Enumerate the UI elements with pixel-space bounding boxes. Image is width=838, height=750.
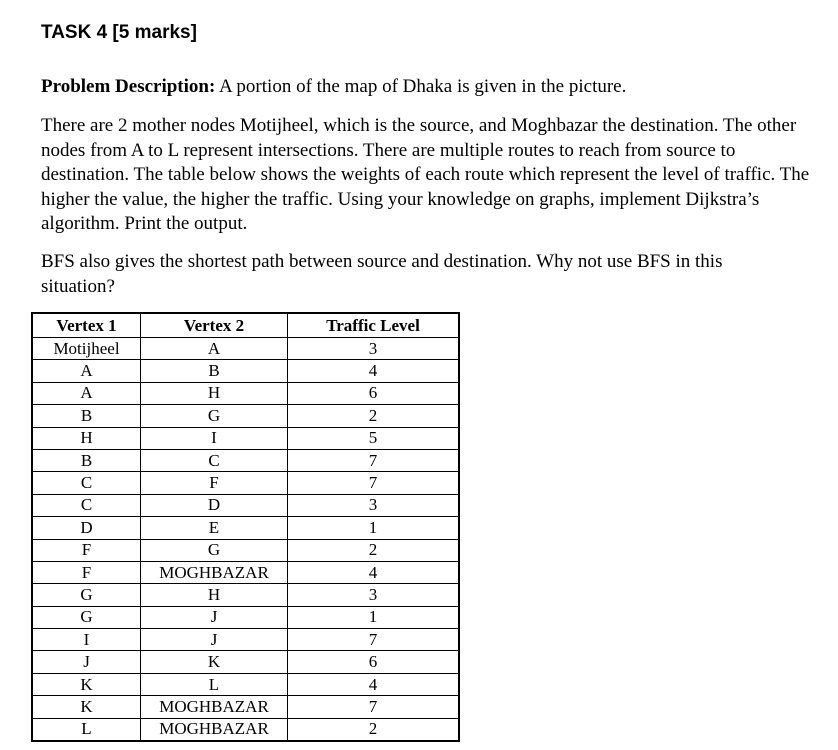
cell-traffic-level: 7 [288,472,460,494]
table-row [32,494,459,516]
cell-vertex-2: L [141,673,288,695]
table-row [32,584,459,606]
cell-vertex-1: B [32,405,141,427]
problem-description-label: Problem Description: [41,76,216,97]
task-instructions-paragraph: There are 2 mother nodes Motijheel, which is the source, and Moghbazar the destination. The other nodes from A to L represent intersections. There are multiple routes to reach from source to destination. The table below shows the weights of each route which represent the level of traffic. The higher the value, the higher the traffic. Using your knowledge on graphs, implement Dijkstra’s algorithm. Print the output. [41,115,810,234]
table-row [32,629,459,651]
table-header-row [32,313,459,338]
table-row [32,360,459,382]
cell-vertex-2: H [141,584,288,606]
cell-traffic-level: 4 [288,360,460,382]
cell-traffic-level: 2 [288,405,460,427]
cell-vertex-1: K [32,696,141,718]
table-row [32,517,459,539]
cell-vertex-2: D [141,494,288,516]
bfs-question-paragraph: BFS also gives the shortest path between source and destination. Why not use BFS in this situation? [41,251,723,297]
problem-description-text: A portion of the map of Dhaka is given in the picture. [215,76,627,97]
cell-vertex-1: F [32,539,141,561]
table-row [32,427,459,449]
cell-vertex-2: E [141,517,288,539]
cell-vertex-2: K [141,651,288,673]
table-row [32,405,459,427]
cell-traffic-level: 3 [288,494,460,516]
cell-traffic-level: 2 [288,718,460,741]
cell-traffic-level: 7 [288,629,460,651]
cell-vertex-2: C [141,449,288,471]
table-row [32,382,459,404]
task-title: TASK 4 [5 marks] [41,22,197,43]
cell-vertex-1: J [32,651,141,673]
cell-vertex-1: C [32,472,141,494]
cell-vertex-2: B [141,360,288,382]
header-traffic-level: Traffic Level [288,313,460,338]
cell-traffic-level: 7 [288,449,460,471]
cell-vertex-2: MOGHBAZAR [141,561,288,583]
cell-traffic-level: 3 [288,584,460,606]
cell-traffic-level: 7 [288,696,460,718]
cell-vertex-1: G [32,584,141,606]
cell-traffic-level: 6 [288,651,460,673]
problem-description [41,75,811,100]
table-row [32,539,459,561]
table-row [32,651,459,673]
header-vertex-2: Vertex 2 [141,313,288,338]
cell-vertex-1: F [32,561,141,583]
cell-vertex-2: A [141,338,288,360]
cell-vertex-1: I [32,629,141,651]
cell-vertex-2: H [141,382,288,404]
table-row [32,561,459,583]
cell-vertex-2: G [141,405,288,427]
table-row [32,606,459,628]
cell-traffic-level: 1 [288,606,460,628]
cell-vertex-1: A [32,360,141,382]
cell-vertex-2: J [141,629,288,651]
cell-traffic-level: 6 [288,382,460,404]
table-row [32,718,459,741]
cell-traffic-level: 2 [288,539,460,561]
cell-vertex-1: G [32,606,141,628]
cell-traffic-level: 1 [288,517,460,539]
cell-vertex-2: I [141,427,288,449]
header-vertex-1: Vertex 1 [32,313,141,338]
cell-vertex-2: MOGHBAZAR [141,696,288,718]
cell-vertex-1: C [32,494,141,516]
cell-vertex-1: A [32,382,141,404]
cell-vertex-1: H [32,427,141,449]
cell-vertex-2: F [141,472,288,494]
cell-vertex-1: D [32,517,141,539]
cell-vertex-1: K [32,673,141,695]
table-row [32,338,459,360]
cell-vertex-2: MOGHBAZAR [141,718,288,741]
cell-vertex-2: J [141,606,288,628]
table-row [32,472,459,494]
cell-vertex-1: B [32,449,141,471]
table-row [32,673,459,695]
traffic-weights-table [31,312,460,742]
table-row [32,696,459,718]
cell-vertex-1: L [32,718,141,741]
cell-traffic-level: 5 [288,427,460,449]
cell-vertex-2: G [141,539,288,561]
cell-traffic-level: 4 [288,561,460,583]
cell-vertex-1: Motijheel [32,338,141,360]
cell-traffic-level: 4 [288,673,460,695]
cell-traffic-level: 3 [288,338,460,360]
table-row [32,449,459,471]
